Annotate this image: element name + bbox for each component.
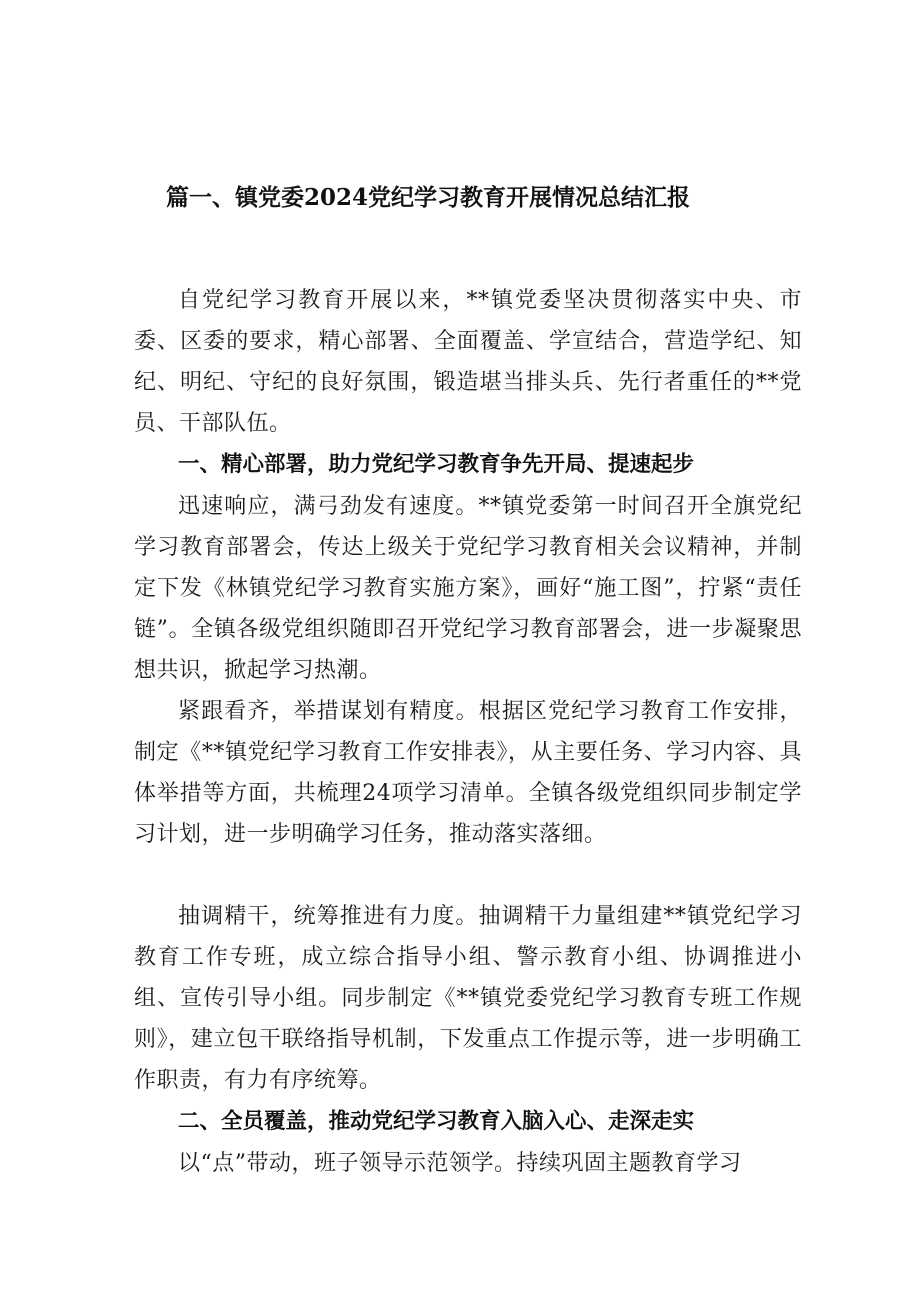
document-body <box>134 280 802 1184</box>
section1-paragraph-2: 紧跟看齐，举措谋划有精度。根据区党纪学习教育工作安排，制定《**镇党纪学习教育工作安排表》，从主要任务、学习内容、具体举措等方面，共梳理24项学习清单。全镇各级党组织同步制定学习计划，进一步明确学习任务，推动落实落细。 <box>134 699 802 847</box>
section-heading-1: 一、精心部署，助力党纪学习教育争先开局、提速起步 <box>178 452 695 477</box>
document-title: 篇一、镇党委2024党纪学习教育开展情况总结汇报 <box>166 184 691 211</box>
section1-paragraph-3: 抽调精干，统筹推进有力度。抽调精干力量组建**镇党纪学习教育工作专班，成立综合指导小组、警示教育小组、协调推进小组、宣传引导小组。同步制定《**镇党委党纪学习教育专班工作规则》，建立包干联络指导机制，下发重点工作提示等，进一步明确工作职责，有力有序统筹。 <box>134 904 802 1093</box>
section-heading-2: 二、全员覆盖，推动党纪学习教育入脑入心、走深走实 <box>178 1109 695 1134</box>
intro-paragraph: 自党纪学习教育开展以来，**镇党委坚决贯彻落实中央、市委、区委的要求，精心部署、全面覆盖、学宣结合，营造学纪、知纪、明纪、守纪的良好氛围，锻造堪当排头兵、先行者重任的**党员、干部队伍。 <box>134 288 802 436</box>
section1-paragraph-1: 迅速响应，满弓劲发有速度。**镇党委第一时间召开全旗党纪学习教育部署会，传达上级关于党纪学习教育相关会议精神，并制定下发《林镇党纪学习教育实施方案》，画好“施工图”，拧紧“责任链”。全镇各级党组织随即召开党纪学习教育部署会，进一步凝聚思想共识，掀起学习热潮。 <box>134 494 802 683</box>
section2-paragraph-1: 以“点”带动，班子领导示范领学。持续巩固主题教育学习 <box>178 1151 742 1176</box>
